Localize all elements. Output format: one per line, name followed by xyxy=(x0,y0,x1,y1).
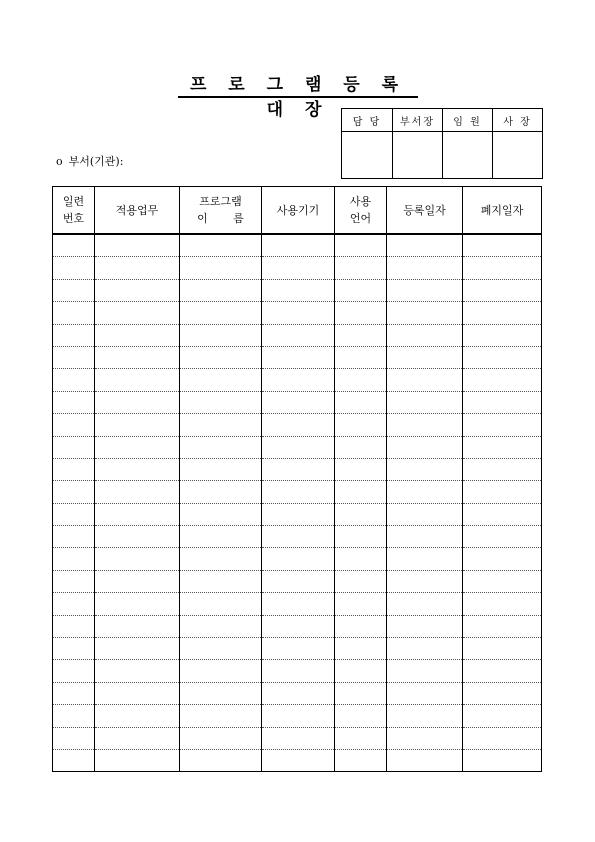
table-cell-abolition-date[interactable] xyxy=(463,391,542,413)
table-row xyxy=(53,526,542,548)
table-cell-language-used[interactable] xyxy=(335,257,387,279)
table-cell-device-used[interactable] xyxy=(262,593,335,615)
column-header-device-used xyxy=(262,187,335,235)
table-cell-language-used[interactable] xyxy=(335,727,387,749)
table-row xyxy=(53,346,542,368)
column-header-abolition-date xyxy=(463,187,542,235)
table-cell-program-name[interactable] xyxy=(180,257,262,279)
table-cell-abolition-date[interactable] xyxy=(463,749,542,771)
table-cell-applied-work[interactable] xyxy=(95,570,180,592)
table-cell-serial-number[interactable] xyxy=(53,570,95,592)
table-row xyxy=(53,481,542,503)
table-cell-device-used[interactable] xyxy=(262,458,335,480)
table-cell-abolition-date[interactable] xyxy=(463,615,542,637)
table-cell-serial-number[interactable] xyxy=(53,548,95,570)
table-header-row xyxy=(53,187,542,235)
column-header-line1: 사용기기 xyxy=(276,203,320,217)
program-register-table xyxy=(52,186,542,772)
table-cell-serial-number[interactable] xyxy=(53,369,95,391)
table-cell-language-used[interactable] xyxy=(335,570,387,592)
table-row xyxy=(53,369,542,391)
table-cell-serial-number[interactable] xyxy=(53,346,95,368)
table-row xyxy=(53,458,542,480)
approval-box xyxy=(341,108,543,179)
table-cell-registration-date[interactable] xyxy=(387,414,463,436)
table-cell-language-used[interactable] xyxy=(335,682,387,704)
table-cell-language-used[interactable] xyxy=(335,414,387,436)
table-cell-applied-work[interactable] xyxy=(95,481,180,503)
table-cell-applied-work[interactable] xyxy=(95,660,180,682)
table-cell-serial-number[interactable] xyxy=(53,391,95,413)
approval-sign-executive[interactable] xyxy=(443,132,493,179)
table-cell-device-used[interactable] xyxy=(262,436,335,458)
column-header-line1: 폐지일자 xyxy=(480,203,524,217)
table-row xyxy=(53,302,542,324)
table-cell-registration-date[interactable] xyxy=(387,749,463,771)
table-row xyxy=(53,503,542,525)
table-cell-device-used[interactable] xyxy=(262,346,335,368)
table-cell-registration-date[interactable] xyxy=(387,391,463,413)
table-cell-language-used[interactable] xyxy=(335,749,387,771)
table-cell-serial-number[interactable] xyxy=(53,279,95,301)
table-cell-serial-number[interactable] xyxy=(53,705,95,727)
table-cell-language-used[interactable] xyxy=(335,234,387,257)
table-cell-abolition-date[interactable] xyxy=(463,414,542,436)
table-cell-language-used[interactable] xyxy=(335,660,387,682)
table-cell-applied-work[interactable] xyxy=(95,279,180,301)
table-cell-applied-work[interactable] xyxy=(95,414,180,436)
approval-header-executive: 임 원 xyxy=(443,109,493,132)
page-title: 프 로 그 램 등 록 대 장 xyxy=(178,70,418,98)
table-cell-registration-date[interactable] xyxy=(387,570,463,592)
table-cell-abolition-date[interactable] xyxy=(463,369,542,391)
table-row xyxy=(53,727,542,749)
table-cell-program-name[interactable] xyxy=(180,526,262,548)
table-row xyxy=(53,548,542,570)
table-cell-registration-date[interactable] xyxy=(387,257,463,279)
table-cell-program-name[interactable] xyxy=(180,638,262,660)
column-header-line2: 이 름 xyxy=(197,212,244,225)
column-header-language-used xyxy=(335,187,387,235)
table-cell-registration-date[interactable] xyxy=(387,324,463,346)
table-cell-registration-date[interactable] xyxy=(387,503,463,525)
table-cell-abolition-date[interactable] xyxy=(463,458,542,480)
table-cell-applied-work[interactable] xyxy=(95,705,180,727)
table-cell-applied-work[interactable] xyxy=(95,436,180,458)
table-cell-serial-number[interactable] xyxy=(53,324,95,346)
table-cell-serial-number[interactable] xyxy=(53,458,95,480)
table-row xyxy=(53,593,542,615)
table-cell-applied-work[interactable] xyxy=(95,526,180,548)
table-cell-abolition-date[interactable] xyxy=(463,682,542,704)
column-header-line1: 적용업무 xyxy=(115,203,159,217)
table-cell-serial-number[interactable] xyxy=(53,481,95,503)
table-cell-serial-number[interactable] xyxy=(53,436,95,458)
table-cell-language-used[interactable] xyxy=(335,705,387,727)
table-cell-abolition-date[interactable] xyxy=(463,638,542,660)
table-cell-language-used[interactable] xyxy=(335,302,387,324)
table-cell-device-used[interactable] xyxy=(262,503,335,525)
column-header-line2: 번호 xyxy=(62,212,85,225)
table-cell-serial-number[interactable] xyxy=(53,682,95,704)
table-cell-serial-number[interactable] xyxy=(53,749,95,771)
table-cell-applied-work[interactable] xyxy=(95,257,180,279)
table-cell-abolition-date[interactable] xyxy=(463,503,542,525)
table-row xyxy=(53,391,542,413)
table-cell-program-name[interactable] xyxy=(180,436,262,458)
table-cell-language-used[interactable] xyxy=(335,593,387,615)
table-cell-program-name[interactable] xyxy=(180,234,262,257)
table-row xyxy=(53,324,542,346)
table-cell-registration-date[interactable] xyxy=(387,615,463,637)
table-cell-device-used[interactable] xyxy=(262,481,335,503)
table-body xyxy=(53,234,542,772)
table-cell-language-used[interactable] xyxy=(335,526,387,548)
table-cell-device-used[interactable] xyxy=(262,526,335,548)
table-cell-serial-number[interactable] xyxy=(53,526,95,548)
approval-sign-staff[interactable] xyxy=(342,132,393,179)
table-cell-registration-date[interactable] xyxy=(387,234,463,257)
table-cell-program-name[interactable] xyxy=(180,481,262,503)
table-cell-registration-date[interactable] xyxy=(387,458,463,480)
table-cell-program-name[interactable] xyxy=(180,749,262,771)
table-cell-serial-number[interactable] xyxy=(53,414,95,436)
table-cell-language-used[interactable] xyxy=(335,481,387,503)
table-cell-applied-work[interactable] xyxy=(95,638,180,660)
table-cell-program-name[interactable] xyxy=(180,660,262,682)
table-cell-applied-work[interactable] xyxy=(95,615,180,637)
approval-header-staff: 담 당 xyxy=(342,109,393,132)
table-cell-device-used[interactable] xyxy=(262,279,335,301)
table-cell-applied-work[interactable] xyxy=(95,302,180,324)
table-cell-language-used[interactable] xyxy=(335,436,387,458)
table-cell-applied-work[interactable] xyxy=(95,727,180,749)
table-cell-device-used[interactable] xyxy=(262,682,335,704)
column-header-applied-work xyxy=(95,187,180,235)
table-cell-device-used[interactable] xyxy=(262,615,335,637)
table-cell-device-used[interactable] xyxy=(262,705,335,727)
table-cell-program-name[interactable] xyxy=(180,705,262,727)
table-row xyxy=(53,234,542,257)
table-cell-language-used[interactable] xyxy=(335,503,387,525)
table-cell-registration-date[interactable] xyxy=(387,727,463,749)
table-row xyxy=(53,570,542,592)
table-cell-abolition-date[interactable] xyxy=(463,257,542,279)
table-cell-program-name[interactable] xyxy=(180,391,262,413)
table-cell-program-name[interactable] xyxy=(180,593,262,615)
column-header-registration-date xyxy=(387,187,463,235)
table-cell-abolition-date[interactable] xyxy=(463,234,542,257)
table-cell-abolition-date[interactable] xyxy=(463,570,542,592)
table-cell-program-name[interactable] xyxy=(180,346,262,368)
table-cell-abolition-date[interactable] xyxy=(463,346,542,368)
table-cell-serial-number[interactable] xyxy=(53,615,95,637)
table-cell-serial-number[interactable] xyxy=(53,593,95,615)
column-header-line1: 프로그램 xyxy=(199,195,242,208)
table-cell-language-used[interactable] xyxy=(335,369,387,391)
table-cell-serial-number[interactable] xyxy=(53,257,95,279)
table-cell-program-name[interactable] xyxy=(180,727,262,749)
table-cell-registration-date[interactable] xyxy=(387,548,463,570)
column-header-line2: 언어 xyxy=(349,212,372,225)
table-cell-program-name[interactable] xyxy=(180,682,262,704)
table-row xyxy=(53,682,542,704)
column-header-line1: 일련 xyxy=(62,195,85,208)
table-cell-applied-work[interactable] xyxy=(95,458,180,480)
table-cell-abolition-date[interactable] xyxy=(463,705,542,727)
table-cell-device-used[interactable] xyxy=(262,727,335,749)
table-cell-abolition-date[interactable] xyxy=(463,526,542,548)
table-cell-abolition-date[interactable] xyxy=(463,324,542,346)
table-cell-language-used[interactable] xyxy=(335,548,387,570)
department-label: 부서(기관): xyxy=(68,155,124,168)
table-cell-registration-date[interactable] xyxy=(387,660,463,682)
table-cell-language-used[interactable] xyxy=(335,279,387,301)
table-row xyxy=(53,660,542,682)
table-cell-abolition-date[interactable] xyxy=(463,302,542,324)
table-cell-abolition-date[interactable] xyxy=(463,481,542,503)
table-cell-device-used[interactable] xyxy=(262,570,335,592)
table-cell-device-used[interactable] xyxy=(262,414,335,436)
table-cell-program-name[interactable] xyxy=(180,302,262,324)
table-cell-registration-date[interactable] xyxy=(387,302,463,324)
table-row xyxy=(53,257,542,279)
table-row xyxy=(53,436,542,458)
table-cell-serial-number[interactable] xyxy=(53,302,95,324)
table-cell-language-used[interactable] xyxy=(335,346,387,368)
column-header-serial-number xyxy=(53,187,95,235)
table-cell-device-used[interactable] xyxy=(262,369,335,391)
table-cell-applied-work[interactable] xyxy=(95,503,180,525)
table-cell-abolition-date[interactable] xyxy=(463,279,542,301)
table-cell-device-used[interactable] xyxy=(262,391,335,413)
table-cell-language-used[interactable] xyxy=(335,391,387,413)
table-row xyxy=(53,615,542,637)
table-cell-abolition-date[interactable] xyxy=(463,593,542,615)
table-cell-registration-date[interactable] xyxy=(387,638,463,660)
table-cell-program-name[interactable] xyxy=(180,414,262,436)
bullet-icon: o xyxy=(56,155,63,168)
table-row xyxy=(53,414,542,436)
table-cell-registration-date[interactable] xyxy=(387,346,463,368)
table-cell-applied-work[interactable] xyxy=(95,548,180,570)
table-row xyxy=(53,279,542,301)
table-cell-registration-date[interactable] xyxy=(387,593,463,615)
table-cell-device-used[interactable] xyxy=(262,324,335,346)
table-cell-serial-number[interactable] xyxy=(53,638,95,660)
table-cell-registration-date[interactable] xyxy=(387,369,463,391)
table-cell-applied-work[interactable] xyxy=(95,682,180,704)
table-cell-abolition-date[interactable] xyxy=(463,660,542,682)
table-cell-registration-date[interactable] xyxy=(387,279,463,301)
table-cell-program-name[interactable] xyxy=(180,570,262,592)
table-cell-serial-number[interactable] xyxy=(53,503,95,525)
table-cell-program-name[interactable] xyxy=(180,369,262,391)
table-cell-applied-work[interactable] xyxy=(95,593,180,615)
table-row xyxy=(53,749,542,771)
table-cell-applied-work[interactable] xyxy=(95,369,180,391)
table-cell-abolition-date[interactable] xyxy=(463,548,542,570)
table-row xyxy=(53,638,542,660)
table-cell-registration-date[interactable] xyxy=(387,481,463,503)
table-cell-device-used[interactable] xyxy=(262,638,335,660)
table-cell-device-used[interactable] xyxy=(262,257,335,279)
table-cell-applied-work[interactable] xyxy=(95,324,180,346)
table-cell-serial-number[interactable] xyxy=(53,727,95,749)
table-cell-device-used[interactable] xyxy=(262,749,335,771)
table-row xyxy=(53,705,542,727)
table-cell-abolition-date[interactable] xyxy=(463,436,542,458)
approval-header-president: 사 장 xyxy=(493,109,543,132)
column-header-line1: 등록일자 xyxy=(403,203,446,217)
table-cell-registration-date[interactable] xyxy=(387,526,463,548)
table-cell-serial-number[interactable] xyxy=(53,660,95,682)
table-cell-device-used[interactable] xyxy=(262,234,335,257)
table-cell-program-name[interactable] xyxy=(180,503,262,525)
table-cell-registration-date[interactable] xyxy=(387,705,463,727)
table-cell-program-name[interactable] xyxy=(180,458,262,480)
table-cell-registration-date[interactable] xyxy=(387,682,463,704)
table-cell-serial-number[interactable] xyxy=(53,234,95,257)
table-cell-registration-date[interactable] xyxy=(387,436,463,458)
approval-sign-dept-head[interactable] xyxy=(393,132,443,179)
table-cell-device-used[interactable] xyxy=(262,302,335,324)
table-cell-language-used[interactable] xyxy=(335,615,387,637)
table-cell-program-name[interactable] xyxy=(180,279,262,301)
table-cell-applied-work[interactable] xyxy=(95,234,180,257)
approval-sign-president[interactable] xyxy=(493,132,543,179)
table-cell-program-name[interactable] xyxy=(180,615,262,637)
table-cell-language-used[interactable] xyxy=(335,458,387,480)
column-header-program-name xyxy=(180,187,262,235)
column-header-line1: 사용 xyxy=(349,195,372,208)
table-cell-device-used[interactable] xyxy=(262,660,335,682)
department-field xyxy=(56,153,123,169)
table-cell-applied-work[interactable] xyxy=(95,346,180,368)
approval-header-dept-head: 부서장 xyxy=(393,109,443,132)
table-cell-applied-work[interactable] xyxy=(95,749,180,771)
table-cell-abolition-date[interactable] xyxy=(463,727,542,749)
table-cell-applied-work[interactable] xyxy=(95,391,180,413)
table-cell-language-used[interactable] xyxy=(335,324,387,346)
table-cell-program-name[interactable] xyxy=(180,324,262,346)
table-cell-device-used[interactable] xyxy=(262,548,335,570)
table-cell-language-used[interactable] xyxy=(335,638,387,660)
table-cell-program-name[interactable] xyxy=(180,548,262,570)
